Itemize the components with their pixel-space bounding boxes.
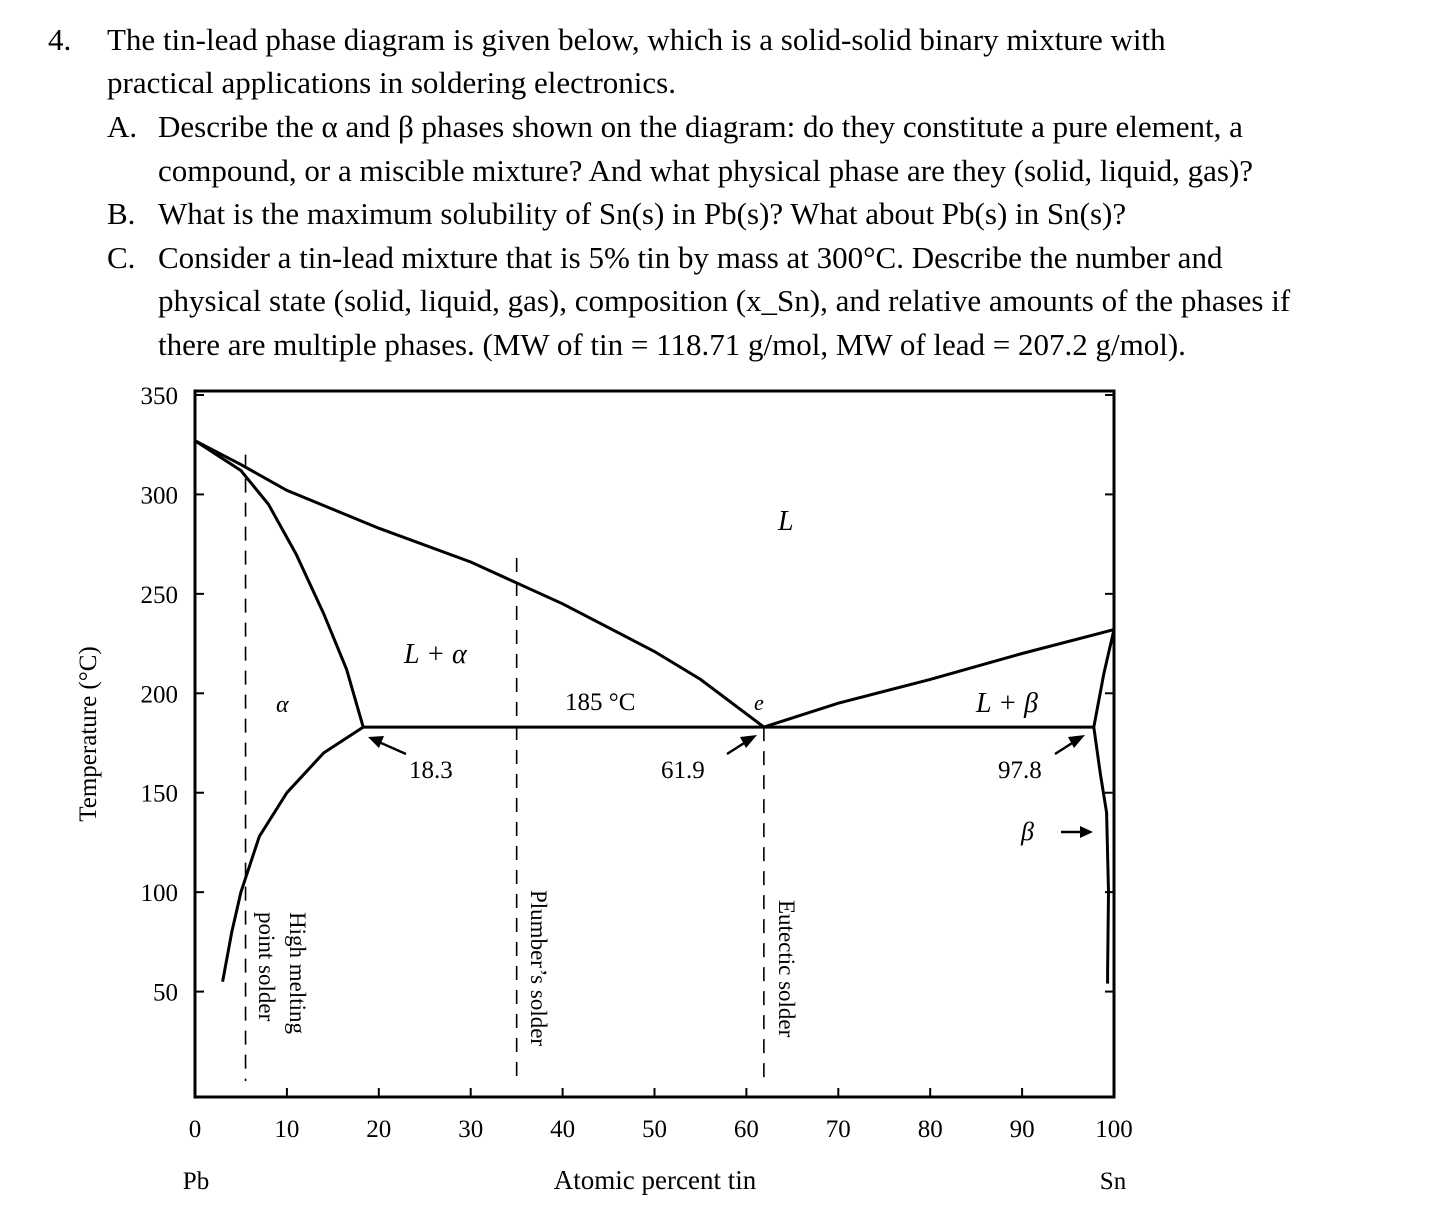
beta-arrowhead: [1080, 826, 1093, 838]
region-beta: β: [1021, 817, 1034, 846]
y-tick-label: 350: [140, 382, 178, 410]
part-a-line-2: compound, or a miscible mixture? And what physical phase are they (solid, liquid, gas)?: [158, 153, 1254, 188]
plot-frame: [195, 391, 1114, 1097]
x-tick-label: 0: [188, 1116, 202, 1143]
region-alpha: α: [276, 692, 289, 718]
eutectic-temperature-label: 185 °C: [565, 689, 636, 716]
eutectic-composition-label: 61.9: [661, 757, 705, 784]
y-tick-label: 100: [140, 880, 178, 908]
question-number: 4.: [48, 22, 72, 57]
eutectic-arrowhead: [740, 735, 757, 748]
y-axis-label: Temperature (°C): [75, 646, 102, 822]
eutectic-solder-label: Eutectic solder: [774, 900, 799, 1038]
x-tick-label: 20: [366, 1116, 392, 1143]
liquidus-left-curve: [195, 441, 764, 727]
y-tick-labels: [141, 383, 179, 1007]
x-tick-label: 90: [1009, 1116, 1035, 1143]
region-liquid-alpha: L + α: [404, 639, 467, 670]
beta-boundary-curve: [1094, 630, 1114, 984]
part-c-line-3: there are multiple phases. (MW of tin = 118.71 g/mol, MW of lead = 207.2 g/mol).: [158, 327, 1186, 362]
beta-limit-label: 97.8: [998, 757, 1042, 784]
intro-line-2: practical applications in soldering electronics.: [107, 65, 676, 100]
region-liquid-beta: L + β: [976, 688, 1038, 719]
intro-line-1: The tin-lead phase diagram is given below, which is a solid-solid binary mixture with: [107, 22, 1166, 57]
x-axis-label: Atomic percent tin: [553, 1165, 757, 1195]
sn-label: Sn: [1099, 1168, 1127, 1195]
y-tick-label: 50: [153, 979, 178, 1007]
part-c-line-1: Consider a tin-lead mixture that is 5% tin by mass at 300°C. Describe the number and: [158, 240, 1223, 275]
part-b-line-1: What is the maximum solubility of Sn(s) in Pb(s)? What about Pb(s) in Sn(s)?: [158, 196, 1127, 231]
x-tick-label: 30: [458, 1116, 484, 1143]
x-tick-labels: [189, 1116, 1133, 1143]
part-c-label: C.: [107, 240, 136, 275]
y-tick-label: 150: [140, 780, 178, 808]
y-tick-label: 200: [140, 681, 178, 709]
part-a-line-1: Describe the α and β phases shown on the diagram: do they constitute a pure element, a: [158, 109, 1243, 144]
x-tick-label: 60: [733, 1116, 759, 1143]
eutectic-point-label: e: [754, 690, 764, 715]
region-liquid: L: [778, 506, 794, 537]
x-tick-label: 70: [825, 1116, 851, 1143]
high-melting-solder-label-2: point solder: [254, 912, 279, 1022]
part-a-label: A.: [107, 109, 138, 144]
y-tick-label: 300: [140, 482, 178, 510]
beta-limit-arrowhead: [1068, 735, 1085, 748]
pb-label: Pb: [182, 1168, 210, 1195]
annotation-arrows: [368, 735, 1093, 838]
x-tick-label: 50: [642, 1116, 667, 1143]
part-c-line-2: physical state (solid, liquid, gas), composition (x_Sn), and relative amounts of the phases if: [158, 283, 1291, 318]
x-tick-label: 10: [274, 1116, 300, 1143]
plumbers-solder-label: Plumber’s solder: [526, 890, 551, 1047]
part-b-label: B.: [107, 196, 136, 231]
liquidus-right-curve: [764, 630, 1114, 728]
y-tick-label: 250: [140, 581, 178, 609]
x-tick-label: 40: [550, 1116, 576, 1143]
high-melting-solder-label-1: High melting: [285, 912, 310, 1035]
solidus-alpha-curve: [195, 441, 363, 727]
x-tick-label: 80: [917, 1116, 943, 1143]
alpha-limit-label: 18.3: [409, 757, 453, 784]
x-tick-label: 100: [1095, 1116, 1133, 1143]
